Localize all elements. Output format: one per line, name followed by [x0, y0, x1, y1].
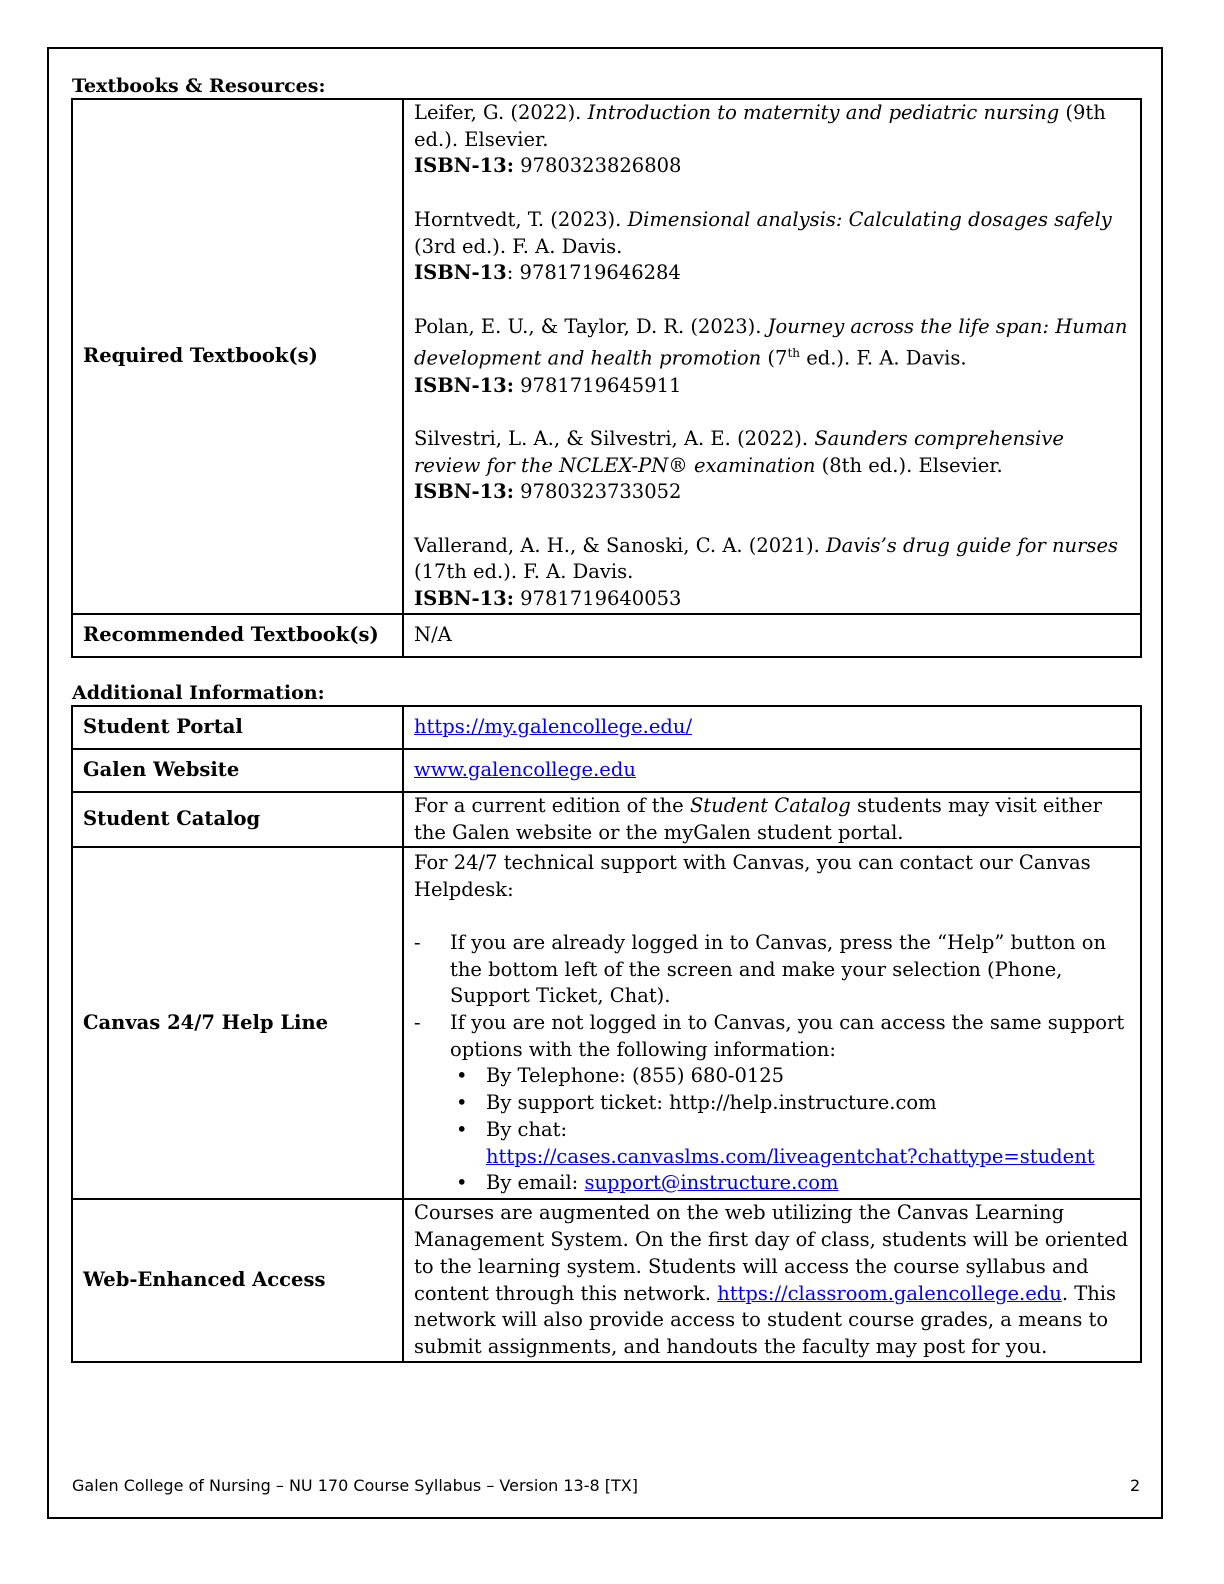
- required-textbooks-label: Required Textbook(s): [72, 99, 403, 614]
- isbn-value: 9781719646284: [519, 261, 681, 285]
- textbooks-table: [71, 98, 1142, 658]
- galen-website-link[interactable]: www.galencollege.edu: [414, 758, 636, 782]
- recommended-textbooks-label: Recommended Textbook(s): [72, 614, 403, 657]
- isbn-value: 9780323826808: [520, 154, 682, 178]
- isbn-label: ISBN-13:: [414, 480, 514, 504]
- additional-info-heading: Additional Information:: [72, 682, 325, 704]
- canvas-options-list: [414, 930, 1130, 1197]
- list-item: • By chat: https://cases.canvaslms.com/liveagentchat?chattype=student: [450, 1117, 1130, 1170]
- table-row: [72, 749, 1141, 792]
- classroom-link[interactable]: https://classroom.galencollege.edu: [717, 1281, 1062, 1305]
- table-row: [72, 1199, 1141, 1361]
- required-textbooks-list: [403, 99, 1141, 614]
- additional-info-table: [71, 705, 1142, 1363]
- list-item: - If you are already logged in to Canvas, press the “Help” button on the bottom left of the screen and make your selection (Phone, Support Ticket, Chat).: [414, 930, 1130, 1010]
- list-item: • By email: support@instructure.com: [450, 1170, 1130, 1197]
- canvas-intro: For 24/7 technical support with Canvas, you can contact our Canvas Helpdesk:: [414, 850, 1091, 901]
- table-row: [72, 99, 1141, 614]
- isbn-label: ISBN-13: [414, 261, 507, 285]
- isbn-value: 9780323733052: [520, 480, 682, 504]
- canvas-email-link[interactable]: support@instructure.com: [584, 1171, 839, 1195]
- page-footer: Galen College of Nursing – NU 170 Course Syllabus – Version 13-8 [TX]: [72, 1476, 638, 1495]
- galen-website-label: Galen Website: [72, 749, 403, 792]
- textbook-reference: Leifer, G. (2022). Introduction to maternity and pediatric nursing (9th ed.). Elsevier. ISBN-13: 9780323826808: [414, 101, 1106, 178]
- contact-options-list: [450, 1063, 1130, 1197]
- student-portal-link[interactable]: https://my.galencollege.edu/: [414, 715, 693, 739]
- isbn-value: 9781719645911: [520, 373, 682, 397]
- canvas-chat-link[interactable]: https://cases.canvaslms.com/liveagentchat?chattype=student: [486, 1144, 1095, 1168]
- table-row: [72, 792, 1141, 847]
- list-item: - If you are not logged in to Canvas, you can access the same support options with the following information: • By Telephone: (855) 680-0125 • By support ticket: http://help.instructure.com • By chat: https://cases.canvaslms.com/liveagentchat?chattype=student • By email: support@instructure.com: [414, 1010, 1130, 1197]
- textbook-reference: Vallerand, A. H., & Sanoski, C. A. (2021). Davis’s drug guide for nurses (17th ed.). F. A. Davis. ISBN-13: 9781719640053: [414, 533, 1118, 611]
- web-access-text: Courses are augmented on the web utilizing the Canvas Learning Management System. On the first day of class, students will be oriented to the learning system. Students will access the course syllabus and content through this network. https://classroom.galencollege.edu. This network will also provide access to student course grades, a means to submit assignments, and handouts the faculty may post for you.: [403, 1199, 1141, 1361]
- page-number: 2: [1130, 1476, 1141, 1495]
- isbn-label: ISBN-13:: [414, 154, 514, 178]
- table-row: [72, 847, 1141, 1199]
- canvas-help-label: Canvas 24/7 Help Line: [72, 847, 403, 1199]
- canvas-help-content: [403, 847, 1141, 1199]
- textbooks-heading: Textbooks & Resources:: [72, 75, 326, 97]
- table-row: [72, 614, 1141, 657]
- isbn-label: ISBN-13:: [414, 587, 514, 611]
- student-catalog-label: Student Catalog: [72, 792, 403, 847]
- textbook-reference: Silvestri, L. A., & Silvestri, A. E. (2022). Saunders comprehensive review for the NCLEX-PN® examination (8th ed.). Elsevier. ISBN-13: 9780323733052: [414, 426, 1064, 504]
- list-item: • By support ticket: http://help.instructure.com: [450, 1090, 1130, 1117]
- recommended-textbooks-value: N/A: [403, 614, 1141, 657]
- textbook-reference: Polan, E. U., & Taylor, D. R. (2023). Journey across the life span: Human development and health promotion (7th ed.). F. A. Davis. ISBN-13: 9781719645911: [414, 314, 1128, 397]
- table-row: [72, 706, 1141, 749]
- web-access-label: Web-Enhanced Access: [72, 1199, 403, 1361]
- textbook-reference: Horntvedt, T. (2023). Dimensional analysis: Calculating dosages safely (3rd ed.). F. A. Davis. ISBN-13: 9781719646284: [414, 207, 1112, 285]
- student-portal-label: Student Portal: [72, 706, 403, 749]
- list-item: • By Telephone: (855) 680-0125: [450, 1063, 1130, 1090]
- student-catalog-text: For a current edition of the Student Catalog students may visit either the Galen website or the myGalen student portal.: [403, 792, 1141, 847]
- isbn-value: 9781719640053: [520, 587, 682, 611]
- isbn-label: ISBN-13:: [414, 373, 514, 397]
